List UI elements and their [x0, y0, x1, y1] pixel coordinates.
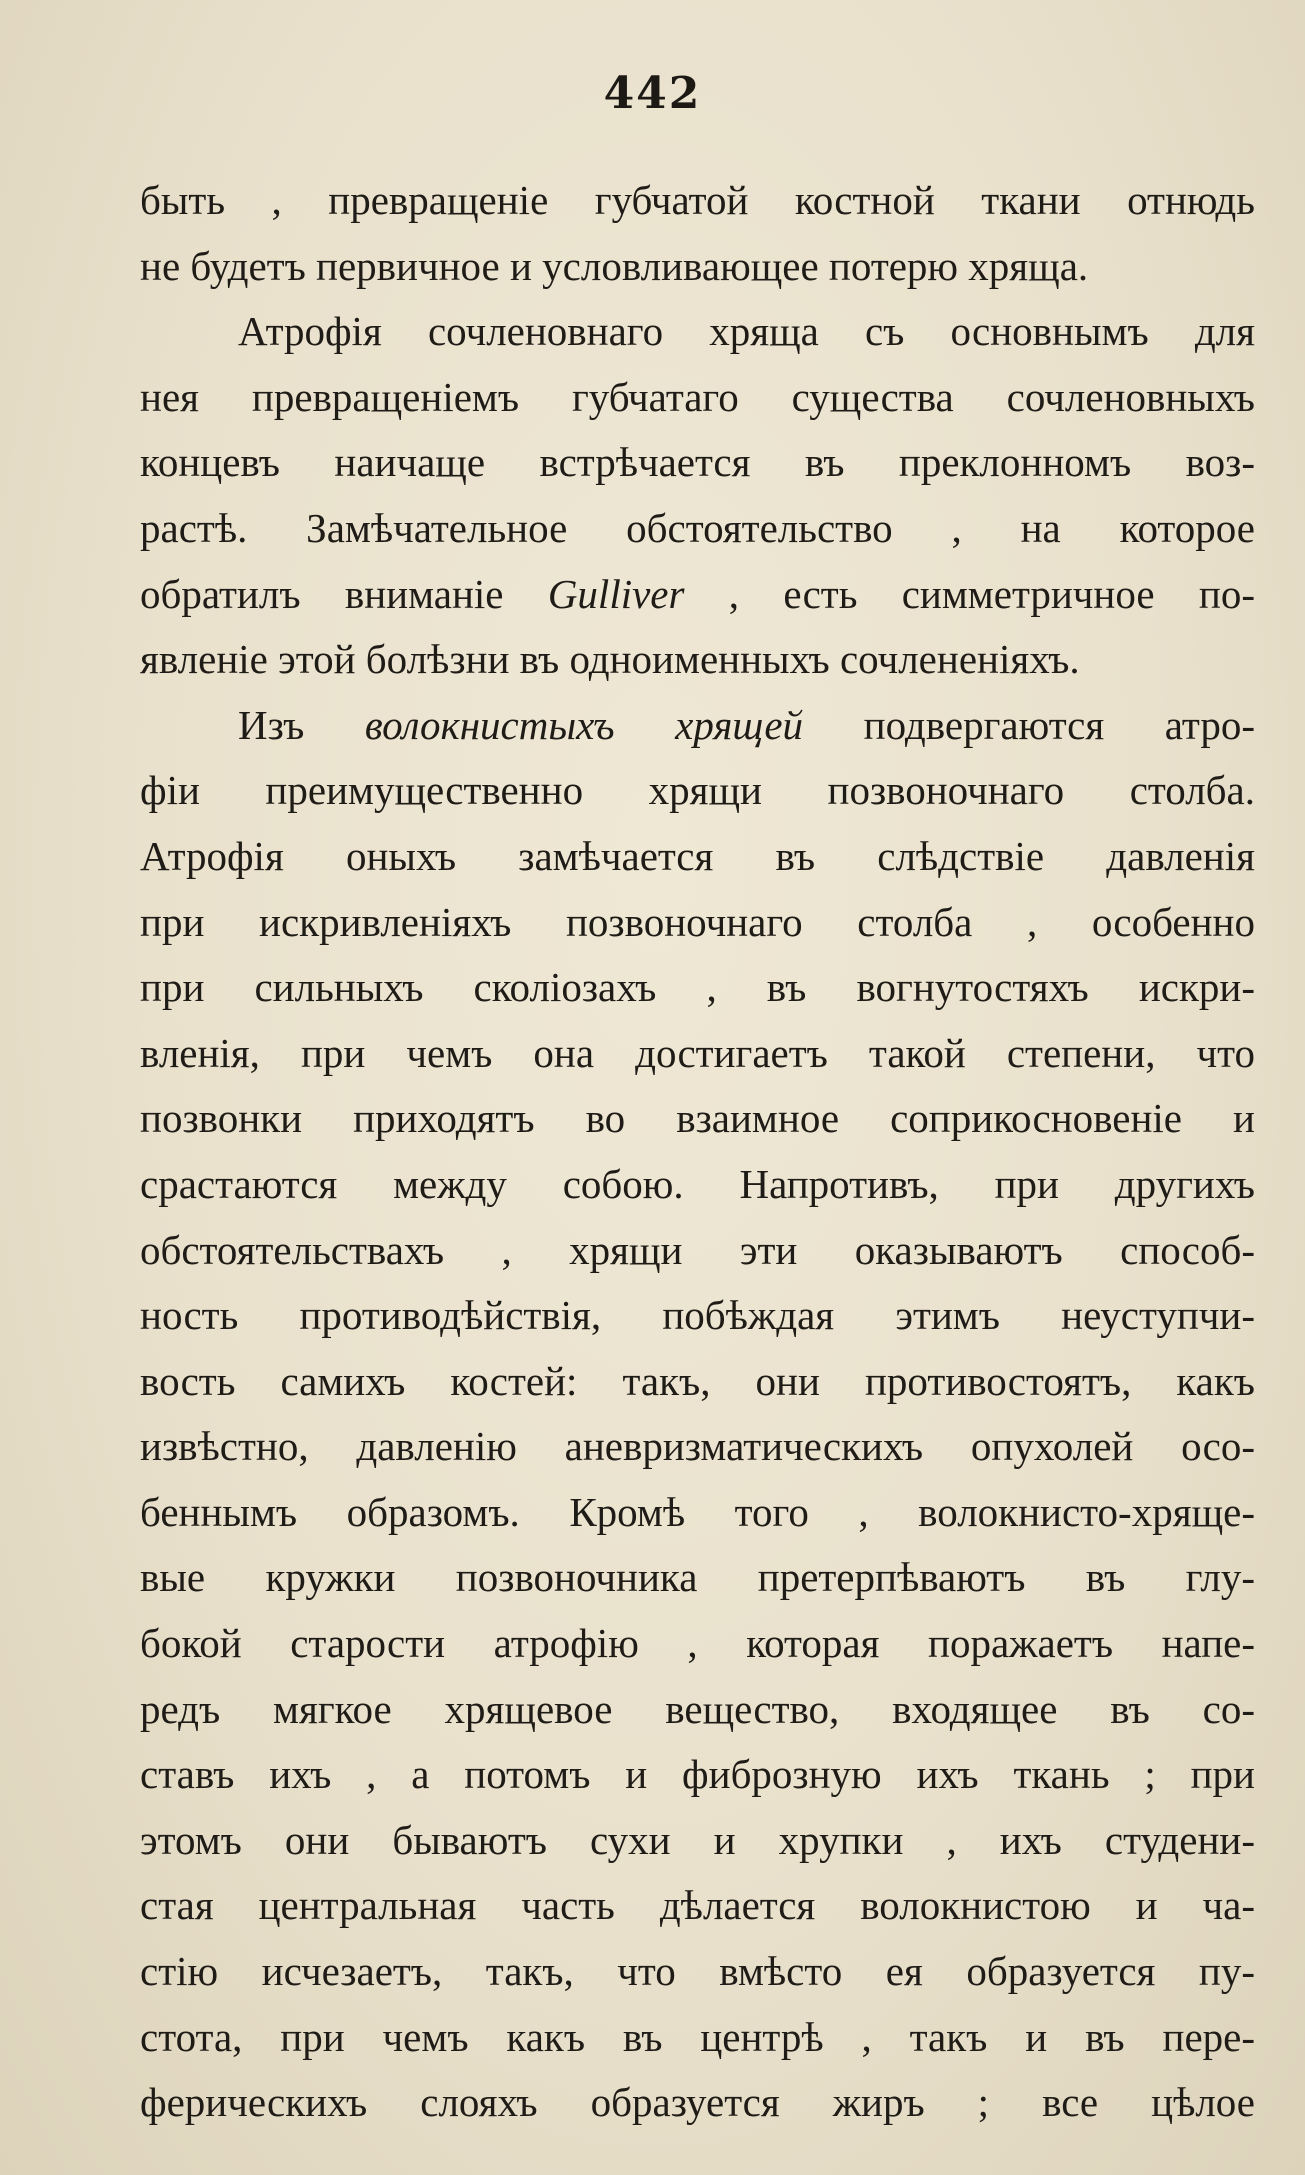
page-number: 442	[603, 68, 702, 119]
text-segment: подвергаются атро-	[803, 701, 1255, 748]
text-line: при искривленіяхъ позвоночнаго столба , особенно	[140, 898, 1255, 945]
text-line: явленіе этой болѣзни въ одноименныхъ сочлененіяхъ.	[140, 636, 1080, 683]
text-line: стая центральная часть дѣлается волокнистою и ча-	[140, 1882, 1255, 1929]
text-line: вость самихъ костей: такъ, они противостоятъ, какъ	[140, 1357, 1255, 1404]
italic-name: Gulliver	[547, 570, 685, 617]
text-line: редъ мягкое хрящевое вещество, входящее въ со-	[140, 1685, 1255, 1732]
text-line: обстоятельствахъ , хрящи эти оказываютъ способ-	[140, 1226, 1255, 1273]
text-line	[140, 562, 1255, 628]
italic-term: волокнистыхъ хрящей	[364, 701, 804, 748]
text-line: этомъ они бываютъ сухи и хрупки , ихъ студени-	[140, 1816, 1255, 1863]
text-line: вые кружки позвоночника претерпѣваютъ въ глу-	[140, 1554, 1255, 1601]
text-line: извѣстно, давленію аневризматическихъ опухолей осо-	[140, 1423, 1255, 1470]
text-line: стота, при чемъ какъ въ центрѣ , такъ и въ пере-	[140, 2013, 1255, 2060]
text-line: Атрофія сочленовнаго хряща съ основнымъ для	[238, 308, 1255, 355]
text-line: позвонки приходятъ во взаимное соприкосновеніе и	[140, 1095, 1255, 1142]
text-segment: , есть симметричное по-	[684, 570, 1255, 617]
text-line: при сильныхъ сколіозахъ , въ вогнутостяхъ искри-	[140, 964, 1255, 1011]
text-segment: обратилъ вниманіе	[140, 570, 548, 617]
text-line: Атрофія оныхъ замѣчается въ слѣдствіе давленія	[140, 832, 1255, 879]
text-line: нея превращеніемъ губчатаго существа сочленовныхъ	[140, 373, 1255, 420]
text-line: срастаются между собою. Напротивъ, при другихъ	[140, 1160, 1255, 1207]
text-line: растѣ. Замѣчательное обстоятельство , на которое	[140, 504, 1255, 551]
text-line: ферическихъ слояхъ образуется жиръ ; все цѣлое	[140, 2079, 1255, 2126]
text-line: быть , превращеніе губчатой костной ткани отнюдь	[140, 177, 1255, 223]
text-line: ставъ ихъ , а потомъ и фиброзную ихъ ткань ; при	[140, 1751, 1255, 1798]
text-line: вленія, при чемъ она достигаетъ такой степени, что	[140, 1029, 1255, 1076]
text-line: не будетъ первичное и условливающее потерю хряща.	[140, 242, 1089, 289]
text-line: ность противодѣйствія, побѣждая этимъ неуступчи-	[140, 1292, 1255, 1339]
text-line: концевъ наичаще встрѣчается въ преклонномъ воз-	[140, 439, 1255, 486]
body-text	[140, 168, 1255, 2136]
text-line: фіи преимущественно хрящи позвоночнаго столба.	[140, 767, 1255, 814]
text-line	[140, 693, 1255, 759]
text-line: бокой старости атрофію , которая поражаетъ напе-	[140, 1620, 1255, 1667]
text-line: беннымъ образомъ. Кромѣ того , волокнисто-хряще-	[140, 1488, 1255, 1535]
text-line: стію исчезаетъ, такъ, что вмѣсто ея образуется пу-	[140, 1948, 1255, 1995]
text-segment: Изъ	[238, 701, 365, 748]
